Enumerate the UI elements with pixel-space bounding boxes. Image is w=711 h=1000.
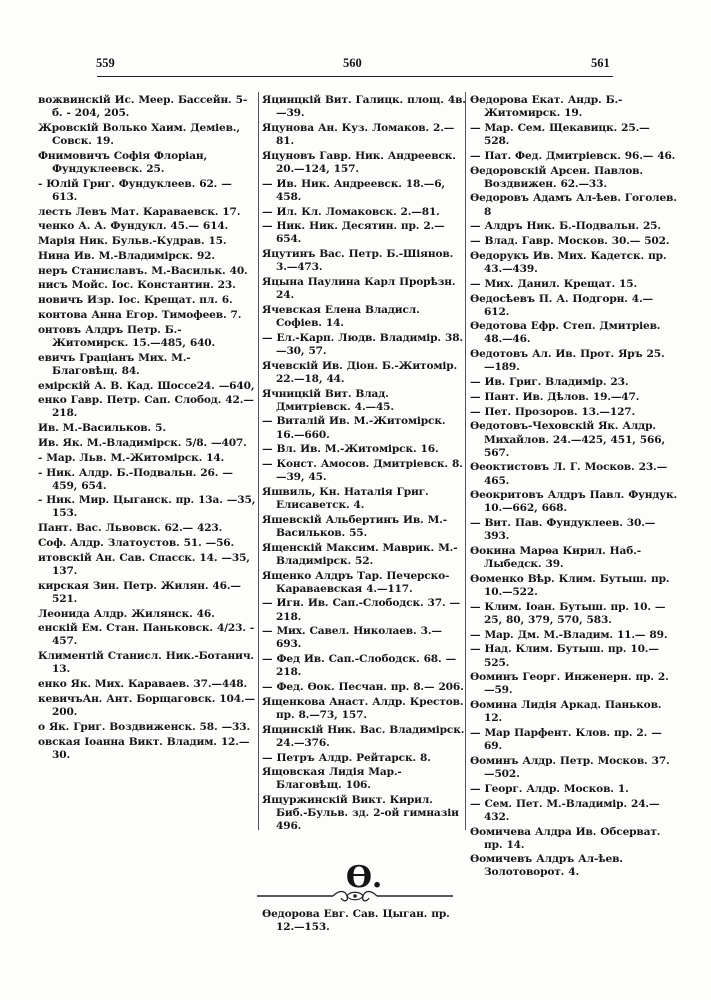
- directory-entry: — Ник. Ник. Десятин. пр. 2.— 654.: [262, 220, 445, 246]
- directory-entry: Ящовская Лидія Мар.-Благовѣщ. 106.: [262, 766, 402, 792]
- directory-entry: нисъ Мойс. Іос. Константин. 23.: [38, 279, 236, 292]
- directory-entry: — Вит. Пав. Фундуклеев. 30.— 393.: [470, 517, 656, 543]
- directory-entry: евичъ Граціанъ Мих. М.-Благовѣщ. 84.: [38, 351, 191, 377]
- directory-entry: Ящинскій Ник. Вас. Владимірск. 24.—376.: [262, 723, 465, 749]
- directory-entry: — Ил. Кл. Ломаковск. 2.—81.: [262, 205, 440, 218]
- directory-entry: Яцуновъ Гавр. Ник. Андреевск. 20.—124, 157.: [262, 149, 456, 175]
- directory-entry: итовскій Ан. Сав. Спасск. 14. —35, 137.: [38, 551, 250, 577]
- directory-entry: — Георг. Алдр. Москов. 1.: [470, 782, 629, 795]
- directory-entry: - Юлій Григ. Фундуклеев. 62. —613.: [38, 177, 232, 203]
- section-letter: Ѳ.: [345, 859, 383, 895]
- directory-entry: кирская Зин. Петр. Жилян. 46.—521.: [38, 579, 241, 605]
- directory-entry: Ящуржинскій Викт. Кирил. Биб.-Бульв. зд. 2-ой гимназіи 496.: [262, 794, 459, 833]
- directory-entry: Ѳедоровскій Арсен. Павлов. Воздвижен. 62.—33.: [470, 164, 643, 190]
- directory-entry: Нина Ив. М.-Владимірск. 92.: [38, 249, 215, 262]
- directory-entry: Ѳедотовъ Ал. Ив. Прот. Яръ 25. —189.: [470, 348, 665, 374]
- directory-entry: Ѳоминъ Георг. Инженерн. пр. 2. —59.: [470, 671, 669, 697]
- directory-entry: Леонида Алдр. Жилянск. 46.: [38, 607, 215, 620]
- directory-entry: Ив. М.-Васильков. 5.: [38, 422, 166, 435]
- column-middle-entries: [262, 94, 466, 834]
- directory-entry: Ѳедосѣевъ П. А. Подгорн. 4.— 612.: [470, 292, 653, 318]
- column-left: [38, 94, 256, 763]
- ornament-divider-icon: [255, 888, 455, 904]
- directory-entry: емірскій А. В. Кад. Шоссе24. —640,: [38, 379, 255, 392]
- column-middle: [262, 94, 466, 935]
- directory-entry: — Алдръ Ник. Б.-Подвальн. 25.: [470, 220, 661, 233]
- directory-entry: Марія Ник. Бульв.-Кудрав. 15.: [38, 235, 227, 248]
- directory-entry: — Игн. Ив. Сап.-Слободск. 37. —218.: [262, 597, 460, 623]
- directory-entry: Ѳоменко Вѣр. Клим. Бутыш. пр. 10.—522.: [470, 572, 670, 599]
- directory-entry: Ѳедотова Ефр. Степ. Дмитріев. 48.—46.: [470, 320, 661, 346]
- directory-entry: — Над. Клим. Бутыш. пр. 10.— 525.: [470, 643, 659, 669]
- directory-entry: — Ив. Григ. Владимір. 23.: [470, 376, 629, 389]
- directory-entry: — Мих. Савел. Николаев. 3.— 693.: [262, 625, 442, 651]
- directory-entry: кевичъАн. Ант. Борщаговск. 104.—200.: [38, 692, 255, 718]
- directory-entry: Яшевскій Альбертинъ Ив. М.-Васильков. 55.: [262, 513, 447, 539]
- directory-entry: — Ел.-Карп. Людв. Владимір. 38.—30, 57.: [262, 331, 463, 357]
- directory-entry: — Пант. Ив. Дѣлов. 19.—47.: [470, 390, 640, 403]
- directory-entry: вожвинскій Ис. Меер. Бассейн. 5-б. - 204, 205.: [38, 94, 248, 120]
- directory-entry: Ѳеоктистовъ Л. Г. Москов. 23.— 465.: [470, 461, 668, 487]
- directory-entry: Ив. Як. М.-Владимірск. 5/8. —407.: [38, 436, 247, 449]
- column-middle-after-section: [262, 908, 466, 934]
- page-number-left: 559: [96, 56, 115, 70]
- directory-entry: Ѳомина Лидія Аркад. Паньков. 12.: [470, 699, 662, 725]
- directory-entry: — Вл. Ив. М.-Житомірск. 16.: [262, 443, 439, 456]
- directory-entry: Ѳеокритовъ Алдръ Павл. Фундук. 10.—662, 668.: [470, 489, 677, 515]
- directory-entry: Яцунова Ан. Куз. Ломаков. 2.— 81.: [262, 121, 455, 147]
- directory-entry: - Ник. Алдр. Б.-Подвальн. 26. —459, 654.: [38, 466, 233, 492]
- column-right: [470, 94, 678, 881]
- directory-entry: Ященко Алдръ Тар. Печерско-Караваевская 4.—117.: [262, 569, 450, 595]
- directory-entry: Ященкова Анаст. Алдр. Крестов. пр. 8.—73, 157.: [262, 695, 464, 721]
- directory-entry: Ячевскій Ив. Діон. Б.-Житомір. 22.—18, 44.: [262, 359, 458, 385]
- directory-entry: овская Іоанна Викт. Владим. 12.—30.: [38, 735, 250, 761]
- directory-entry: Климентій Станисл. Ник.-Ботанич. 13.: [38, 650, 254, 676]
- directory-entry: Соф. Алдр. Златоустов. 51. —56.: [38, 537, 235, 550]
- directory-entry: Ѳомичева Алдра Ив. Обсерват. пр. 14.: [470, 825, 661, 851]
- directory-entry: о Як. Григ. Воздвиженск. 58. —33.: [38, 720, 250, 733]
- directory-entry: Яцына Паулина Карл Прорѣзн. 24.: [262, 276, 456, 302]
- directory-entry: Ѳедотовъ-Чеховскій Як. Алдр. Михайлов. 24.—425, 451, 566, 567.: [470, 420, 665, 459]
- directory-entry: — Пат. Фед. Дмитріевск. 96.— 46.: [470, 149, 676, 162]
- directory-entry: енскій Ем. Стан. Паньковск. 4/23. - 457.: [38, 622, 255, 648]
- directory-entry: — Пет. Прозоров. 13.—127.: [470, 405, 636, 418]
- directory-entry: — Конст. Амосов. Дмитріевск. 8.—39, 45.: [262, 458, 463, 484]
- directory-entry: Яцинцкій Вит. Галицк. площ. 4в. —39.: [262, 94, 466, 120]
- directory-entry: — Мар Парфент. Клов. пр. 2. —69.: [470, 727, 662, 753]
- directory-entry: Ѳедоровъ Адамъ Ал-ѣев. Гоголев. 8: [470, 192, 677, 218]
- directory-entry: Ѳедорова Екат. Андр. Б.-Житомирск. 19.: [470, 94, 623, 120]
- directory-entry: Ячевская Елена Владисл. Софіев. 14.: [262, 303, 420, 329]
- directory-entry: онтовъ Алдръ Петр. Б.-Житомирск. 15.—485, 640.: [38, 323, 216, 349]
- directory-entry: Яцутинъ Вас. Петр. Б.-Шіянов. 3.—473.: [262, 248, 454, 274]
- page-number-right: 561: [591, 56, 610, 70]
- directory-entry: — Сем. Пет. М.-Владимір. 24.— 432.: [470, 797, 660, 823]
- directory-entry: новичъ Изр. Іос. Крещат. пл. 6.: [38, 294, 233, 307]
- directory-entry: ченко А. А. Фундукл. 45.— 614.: [38, 220, 229, 233]
- directory-entry: Ѳомичевъ Алдръ Ал-ѣев. Золотоворот. 4.: [470, 853, 623, 879]
- directory-entry: Пант. Вас. Львовск. 62.— 423.: [38, 522, 223, 535]
- column-divider: [258, 92, 259, 830]
- header-rule: [97, 76, 613, 77]
- directory-entry: енко Гавр. Петр. Сап. Слобод. 42.—218.: [38, 394, 254, 420]
- directory-entry: — Влад. Гавр. Москов. 30.— 502.: [470, 235, 670, 248]
- directory-entry: — Мар. Сем. Щекавицк. 25.— 528.: [470, 121, 650, 147]
- directory-entry: Фнимовичъ Софія Флоріан, Фундуклеевск. 25.: [38, 149, 208, 175]
- directory-entry: — Фед Ив. Сап.-Слободск. 68. —218.: [262, 653, 457, 679]
- directory-entry: - Мар. Льв. М.-Житомірск. 14.: [38, 451, 225, 464]
- directory-entry: контова Анна Егор. Тимофеев. 7.: [38, 308, 242, 321]
- directory-entry: — Фед. Ѳок. Песчан. пр. 8.— 206.: [262, 681, 464, 694]
- directory-entry: Ѳокина Марѳа Кирил. Наб.-Лыбедск. 39.: [470, 545, 641, 571]
- directory-entry: — Виталій Ив. М.-Житомірск. 16.—660.: [262, 415, 446, 441]
- directory-entry: Яшвиль, Кн. Наталія Григ. Елисаветск. 4.: [262, 485, 429, 512]
- directory-entry: неръ Станиславъ. М.-Васильк. 40.: [38, 264, 248, 277]
- directory-entry: Жровскій Волько Хаим. Деміев., Совск. 19.: [38, 121, 240, 147]
- directory-entry: лесть Левъ Мат. Караваевск. 17.: [38, 205, 241, 218]
- page-number-middle: 560: [343, 56, 362, 70]
- directory-entry: Ѳедорова Евг. Сав. Цыган. пр. 12.—153.: [262, 907, 450, 933]
- directory-entry: Ященскій Максим. Маврик. М.-Владимірск. 52.: [262, 541, 458, 567]
- directory-entry: — Мих. Данил. Крещат. 15.: [470, 277, 638, 290]
- directory-entry: - Ник. Мир. Цыганск. пр. 13а. —35, 153.: [38, 494, 256, 520]
- directory-entry: Ячницкій Вит. Влад. Дмитріевск. 4.—45.: [262, 387, 394, 413]
- directory-entry: Ѳоминъ Алдр. Петр. Москов. 37.—502.: [470, 754, 670, 781]
- directory-entry: Ѳедорукъ Ив. Мих. Кадетск. пр. 43.—439.: [470, 249, 667, 275]
- directory-entry: енко Як. Мих. Караваев. 37.—448.: [38, 678, 248, 691]
- directory-entry: — Клим. Іоан. Бутыш. пр. 10. —25, 80, 379, 570, 583.: [470, 600, 666, 626]
- directory-entry: — Ив. Ник. Андреевск. 18.—6, 458.: [262, 177, 445, 203]
- directory-entry: — Петръ Алдр. Рейтарск. 8.: [262, 751, 431, 764]
- directory-entry: — Мар. Дм. М.-Владим. 11.— 89.: [470, 628, 668, 641]
